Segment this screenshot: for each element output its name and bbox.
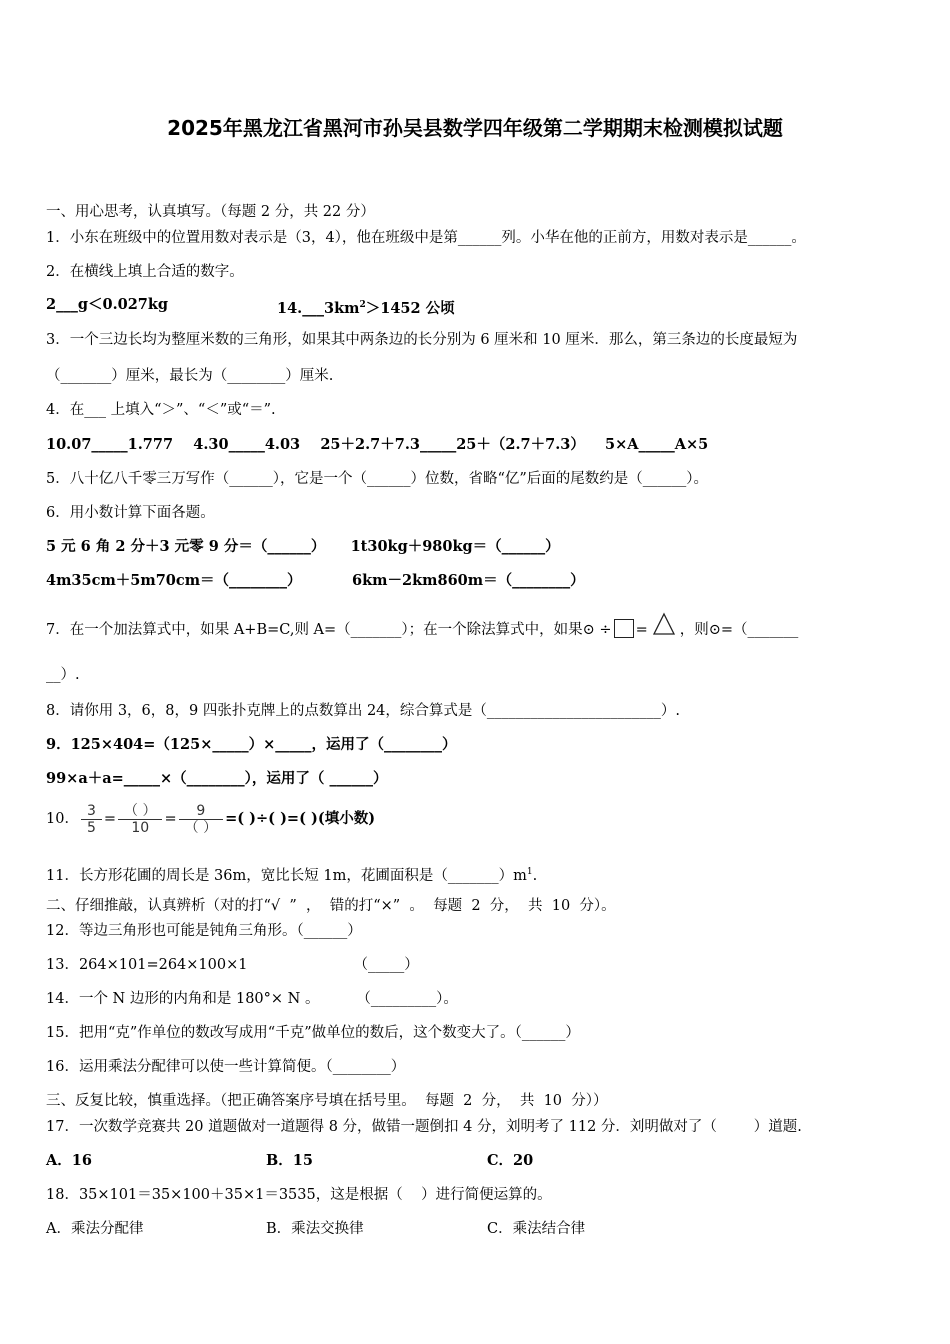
question-17-option-b: B．15 [266, 1152, 313, 1169]
question-15: 15．把用“克”作单位的数改写成用“千克”做单位的数后，这个数变大了。（______） [46, 1025, 580, 1041]
question-6b: 4m35cm＋5m70cm＝（________） 6km－2km860m＝（________） [46, 572, 585, 589]
question-2a: 2___g＜0.027kg [46, 296, 169, 313]
question-18: 18．35×101＝35×100＋35×1＝3535，这是根据（ ）进行简便运算的。 [46, 1187, 552, 1203]
question-17: 17．一次数学竞赛共 20 道题做对一道题得 8 分，做错一题倒扣 4 分，刘明考了 112 分．刘明做对了（ ）道题. [46, 1119, 802, 1135]
question-8: 8．请你用 3，6，8，9 四张扑克牌上的点数算出 24，综合算式是（________________________）. [46, 703, 681, 719]
question-1: 1．小东在班级中的位置用数对表示是（3，4），他在班级中是第______列。小华在他的正前方，用数对表示是______。 [46, 230, 806, 246]
page-title: 2025年黑龙江省黑河市孙吴县数学四年级第二学期期末检测模拟试题 [167, 116, 783, 140]
question-17-option-c: C．20 [487, 1152, 534, 1169]
question-12: 12．等边三角形也可能是钝角三角形。（______） [46, 923, 362, 939]
question-7-end: __）. [46, 667, 80, 683]
question-3-line-2: （_______）厘米，最长为（________）厘米. [46, 368, 334, 384]
question-17-option-a: A．16 [46, 1152, 92, 1169]
question-4-items: 10.07_____1.777 4.30_____4.03 25＋2.7＋7.3_____25＋（2.7＋7.3） 5×A_____A×5 [46, 436, 709, 453]
fraction-3-5: $\frac{3}{5}$ [81, 803, 102, 836]
fraction-blank-10: $\frac{( )}{10}$ [118, 803, 162, 836]
section-1-heading: 一、用心思考，认真填写。（每题 2 分，共 22 分） [46, 204, 375, 220]
question-16: 16．运用乘法分配律可以使一些计算简便。（________） [46, 1059, 406, 1075]
question-9b: 99×a＋a=_____×（________），运用了（ ______） [46, 770, 388, 787]
question-2b: $14.\_\_\_3km^2>1452$ 公顷 [277, 299, 455, 317]
fraction-9-blank: $\frac{9}{( )}$ [179, 803, 223, 836]
question-4: 4．在___ 上填入“＞”、“＜”或“＝”. [46, 402, 276, 418]
question-2: 2．在横线上填上合适的数字。 [46, 264, 244, 280]
question-11: 11．长方形花圃的周长是 36m，宽比长短 1m，花圃面积是$(\_\_\_\_\_\_\_)m^1$. [46, 867, 538, 884]
question-7: 7．在一个加法算式中，如果 A+B=C,则 A=（_______）；在一个除法算式中，如果⊙ ÷ = ，则⊙=（_______ [46, 612, 798, 642]
section-2-heading: 二、仔细推敲，认真辨析（对的打“√ ” ， 错的打“×” 。 每题 2 分， 共 10 分）。 [46, 898, 616, 914]
question-3-line-1: 3．一个三边长均为整厘米数的三角形，如果其中两条边的长分别为 6 厘米和 10 厘米．那么，第三条边的长度最短为 [46, 332, 798, 348]
question-9a: 9．125×404=（125×_____）×_____，运用了（________） [46, 736, 457, 753]
question-18-option-b: B．乘法交换律 [266, 1221, 364, 1237]
question-6a: 5 元 6 角 2 分＋3 元零 9 分＝（______） 1t30kg＋980kg＝（______） [46, 538, 560, 555]
question-18-option-a: A．乘法分配律 [46, 1221, 144, 1237]
question-5: 5．八十亿八千零三万写作（______），它是一个（______）位数，省略“亿”后面的尾数约是（______）。 [46, 471, 709, 487]
triangle-shape [652, 612, 676, 642]
question-13: 13．264×101=264×100×1 （_____） [46, 957, 419, 973]
square-shape [614, 619, 634, 638]
question-10: 10． $\frac{3}{5}$ = $\frac{( )}{10}$ = $\frac{9}{( )}$ =( )÷( )=( )(填小数) [46, 802, 376, 836]
question-14: 14．一个 N 边形的内角和是 180°× N 。 （_________）。 [46, 991, 458, 1007]
question-6: 6．用小数计算下面各题。 [46, 505, 215, 521]
question-18-option-c: C．乘法结合律 [487, 1221, 586, 1237]
section-3-heading: 三、反复比较，慎重选择。（把正确答案序号填在括号里。 每题 2 分， 共 10 分）） [46, 1093, 608, 1109]
